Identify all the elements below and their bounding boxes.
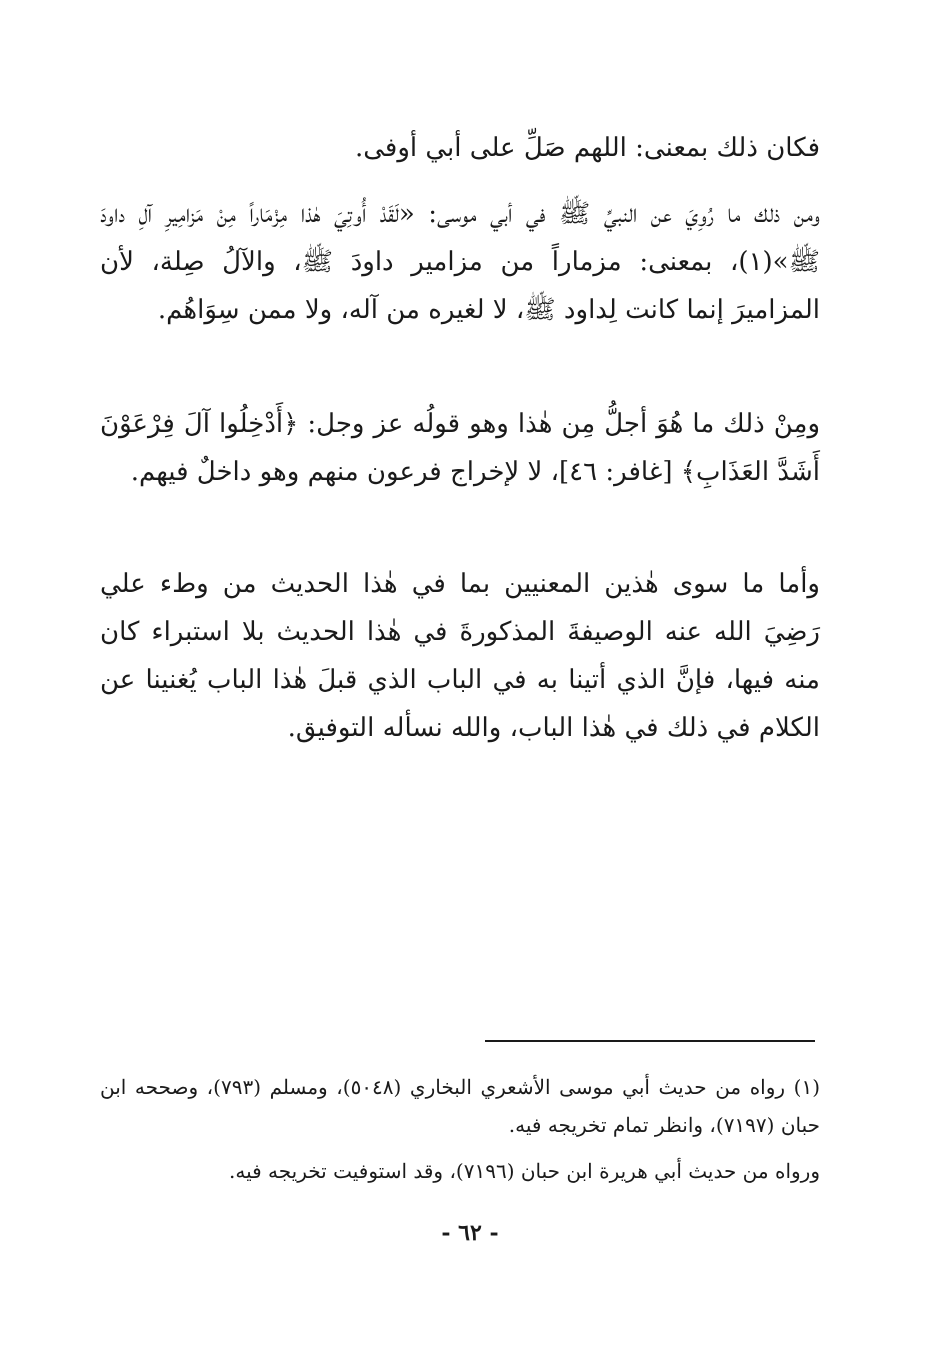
paragraph-1: فكان ذلك بمعنى: اللهم صَلِّ على أبي أوفى. — [354, 133, 820, 163]
footnote-2: ورواه من حديث أبي هريرة ابن حبان (٧١٩٦)، وقد استوفيت تخريجه فيه. — [229, 1159, 820, 1183]
paragraph-4: وأما ما سوى هٰذين المعنيين بما في هٰذا الحديث من وطء علي رَضِيَ الله عنه الوصيفةَ المذكورةَ في هٰذا الحديث بلا استبراء كان منه فيها، فإنَّ الذي أتينا به في الباب الذي قبلَ هٰذا الباب يُغنينا عن الكلام في ذلك في هٰذا الباب، والله نسأله التوفيق. — [100, 569, 820, 743]
paragraph-2: ومن ذلك ما رُوِيَ عن النبيِّ ﷺ في أبي موسى: «لَقَدْ أُوتِيَ هٰذا مِزْمَاراً مِنْ مَزامِيرِ آلِ داودَ ﷺ»(١)، بمعنى: مزماراً من مزامير داودَ ﷺ، والآلُ صِلة، لأن المزاميرَ إنما كانت لِداود ﷺ، لا لغيره من آله، ولا ممن سِوَاهُم. — [100, 199, 820, 325]
footnote-1: (١) رواه من حديث أبي موسى الأشعري البخاري (٥٠٤٨)، ومسلم (٧٩٣)، وصححه ابن حبان (٧١٩٧)، وانظر تمام تخريجه فيه. — [100, 1075, 821, 1137]
paragraph-3: ومِنْ ذلك ما هُوَ أجلُّ مِن هٰذا وهو قولُه عز وجل: ﴿أَدْخِلُوا آلَ فِرْعَوْنَ أَشَدَّ العَذَابِ﴾ [غافر: ٤٦]، لا لإخراج فرعون منهم وهو داخلٌ فيهم. — [100, 409, 820, 487]
page-number: - ٦٢ - — [441, 1220, 499, 1246]
footnote-separator — [485, 1040, 815, 1042]
